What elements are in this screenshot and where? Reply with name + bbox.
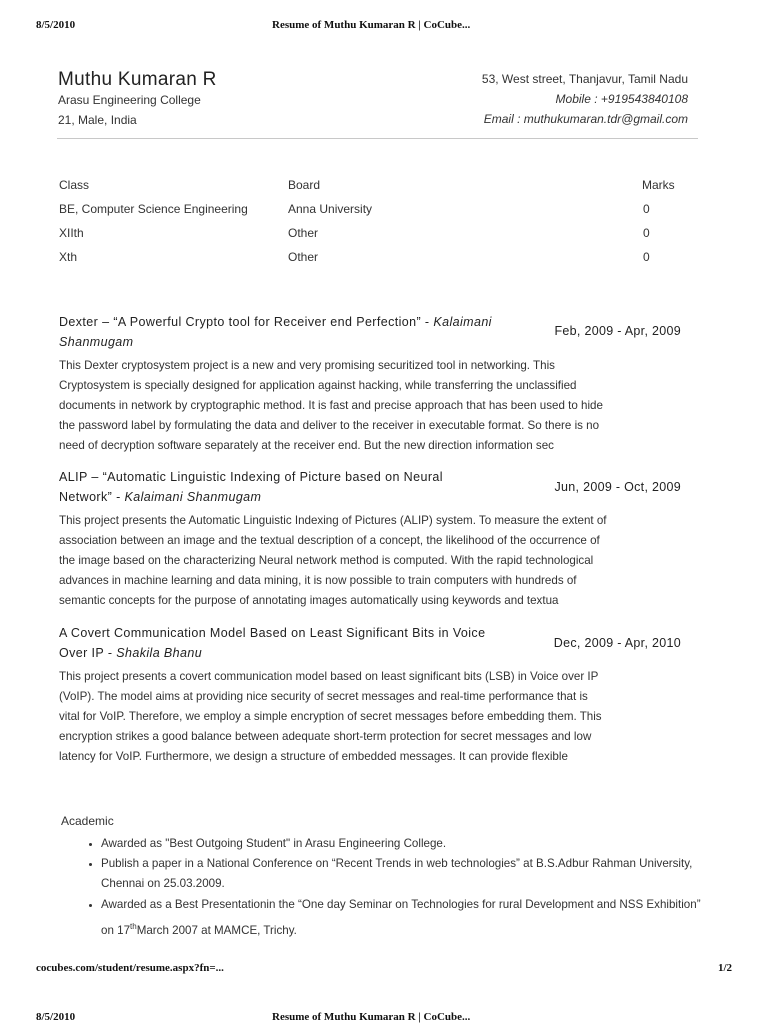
education-marks: 0 <box>643 250 650 264</box>
project-description: This project presents a covert communication model based on least significant bits (LSB) in Voice over IP (VoIP). The model aims at providing nice security of secret messages and real-time performance that is vital for VoIP. Therefore, we employ a simple encryption of secret messages before embedding them. This encryption strikes a good balance between adequate short-term protection for secret messages and low latency for VoIP. Furthermore, we design a structure of embedded messages. It can provide flexible <box>59 670 602 763</box>
education-row <box>59 250 699 266</box>
achievements-list <box>83 834 711 942</box>
education-header-row <box>59 178 699 194</box>
list-item: • Awarded as a Best Presentationin the “One day Seminar on Technologies for rural Development and NSS Exhibition” on 17thMarch 2007 at MAMCE, Trichy. <box>101 894 711 942</box>
profile-divider <box>57 138 698 139</box>
list-item: • Awarded as "Best Outgoing Student" in Arasu Engineering College. <box>101 834 711 854</box>
candidate-details: 21, Male, India <box>58 113 137 127</box>
education-row <box>59 226 699 242</box>
education-class: Xth <box>59 250 78 264</box>
project-guide: Kalaimani Shanmugam <box>124 490 262 504</box>
education-marks: 0 <box>643 226 650 240</box>
education-row <box>59 202 699 218</box>
project-description: This Dexter cryptosystem project is a new and very promising securitized tool in networking. This Cryptosystem is specially designed for application against hacking, while transferring the unclassified documents in network by cryptographic method. It is fast and precise approach that has been used to hide the password label by formulating the data and deliver to the receiver in executable format. So there is no need of decryption software separately at the receiver end. But the new direction information sec <box>59 359 603 452</box>
project-dates: Feb, 2009 - Apr, 2009 <box>554 324 681 338</box>
project-dates: Dec, 2009 - Apr, 2010 <box>553 636 681 650</box>
education-class: XIIth <box>59 226 84 240</box>
project-description: This project presents the Automatic Linguistic Indexing of Pictures (ALIP) system. To measure the extent of association between an image and the textual description of a concept, the likelihood of the occurrence of the image based on the characterizing Neural network method is computed. With the rapid technological advances in machine learning and data mining, it is now possible to train computers with hundreds of semantic concepts for the purpose of annotating images automatically using keywords and textua <box>59 514 607 607</box>
project-title: A Covert Communication Model Based on Least Significant Bits in Voice Over IP - Shakila Bhanu <box>59 626 486 660</box>
achievements-heading: Academic <box>61 814 114 828</box>
education-marks: 0 <box>643 202 650 216</box>
education-board: Other <box>288 250 319 264</box>
education-board: Other <box>288 226 319 240</box>
col-marks-header: Marks <box>642 178 675 192</box>
candidate-email: Email : muthukumaran.tdr@gmail.com <box>483 112 688 126</box>
project-title: Dexter – “A Powerful Crypto tool for Receiver end Perfection” - Kalaimani Shanmugam <box>59 315 492 349</box>
candidate-mobile: Mobile : +919543840108 <box>555 92 688 106</box>
next-print-title: Resume of Muthu Kumaran R | CoCube... <box>272 1011 471 1023</box>
print-date: 8/5/2010 <box>36 19 76 31</box>
print-title: Resume of Muthu Kumaran R | CoCube... <box>272 19 471 31</box>
project-dates: Jun, 2009 - Oct, 2009 <box>554 480 681 494</box>
col-board-header: Board <box>288 178 321 192</box>
candidate-college: Arasu Engineering College <box>58 93 201 107</box>
education-board: Anna University <box>288 202 373 216</box>
project-guide: Shakila Bhanu <box>116 646 203 660</box>
project-title: ALIP – “Automatic Linguistic Indexing of Picture based on Neural Network” - Kalaimani Shanmugam <box>59 470 443 504</box>
list-item: • Publish a paper in a National Conference on “Recent Trends in web technologies” at B.S.Adbur Rahman University, Chennai on 25.03.2009. <box>101 854 711 894</box>
education-class: BE, Computer Science Engineering <box>59 202 248 216</box>
candidate-name: Muthu Kumaran R <box>58 69 217 90</box>
print-url: cocubes.com/student/resume.aspx?fn=... <box>36 962 224 974</box>
print-page-number: 1/2 <box>717 962 732 974</box>
col-class-header: Class <box>59 178 90 192</box>
candidate-address: 53, West street, Thanjavur, Tamil Nadu <box>481 72 688 86</box>
next-print-date: 8/5/2010 <box>36 1011 76 1023</box>
project-guide: Kalaimani Shanmugam <box>59 315 492 349</box>
